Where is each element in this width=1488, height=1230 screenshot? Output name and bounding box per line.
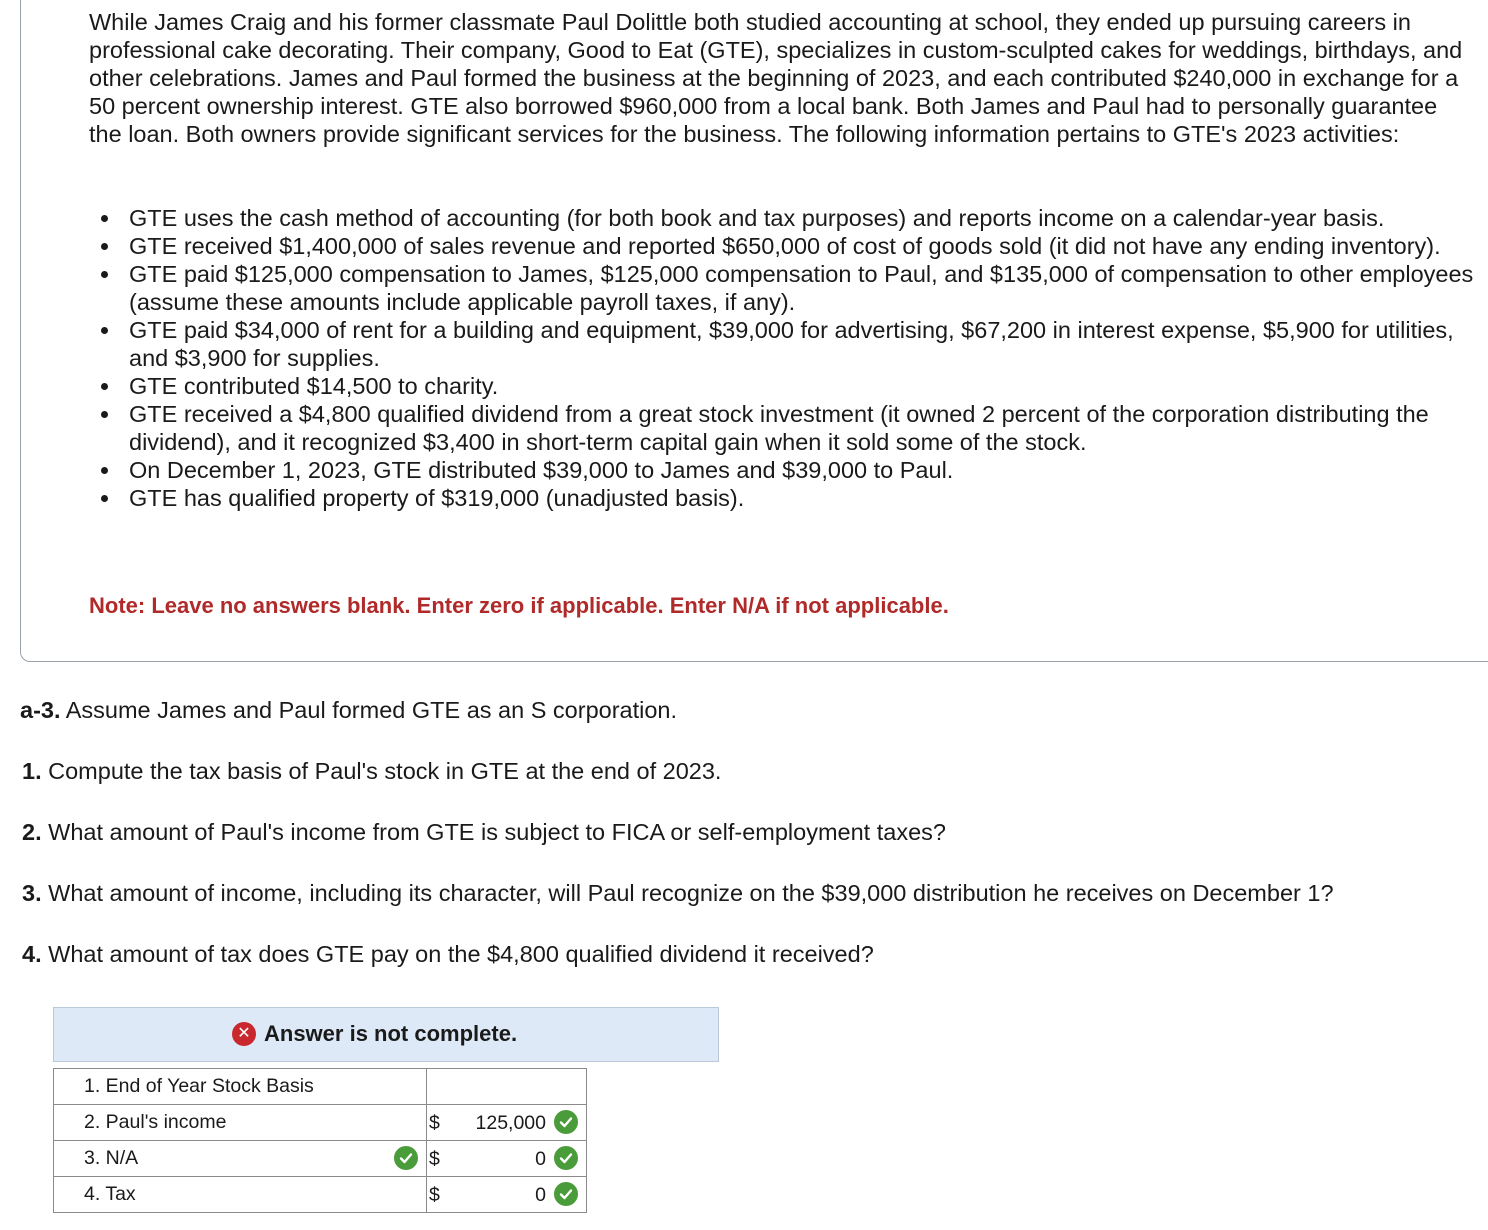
list-item: On December 1, 2023, GTE distributed $39,000 to James and $39,000 to Paul. — [129, 456, 1488, 484]
answer-value-cell[interactable] — [427, 1141, 587, 1177]
answer-label-cell[interactable] — [54, 1141, 427, 1177]
question-text: What amount of Paul's income from GTE is subject to FICA or self-employment taxes? — [41, 819, 946, 845]
answer-label-cell[interactable] — [54, 1105, 427, 1141]
answer-table — [53, 1068, 587, 1213]
answer-label-cell[interactable] — [54, 1177, 427, 1213]
currency-symbol: $ — [429, 1148, 440, 1170]
question-number: 3. — [22, 880, 42, 906]
instruction-note: Note: Leave no answers blank. Enter zero if applicable. Enter N/A if not applicable. — [89, 593, 949, 618]
list-item: GTE uses the cash method of accounting (for both book and tax purposes) and reports income on a calendar-year basis. — [129, 204, 1488, 232]
list-item: GTE received $1,400,000 of sales revenue and reported $650,000 of cost of goods sold (it did not have any ending inventory). — [129, 232, 1488, 260]
answer-value: 0 — [535, 1184, 546, 1206]
question-text: What amount of income, including its character, will Paul recognize on the $39,000 distribution he receives on December 1? — [41, 880, 1334, 906]
table-row — [54, 1177, 587, 1213]
part-label: a-3. — [20, 697, 61, 723]
correct-check-icon — [554, 1182, 578, 1206]
part-heading — [20, 697, 677, 724]
question-number: 4. — [22, 941, 42, 967]
answer-value-cell[interactable] — [427, 1069, 587, 1105]
incorrect-x-icon: ✕ — [232, 1022, 256, 1046]
question-3 — [22, 880, 1334, 907]
answer-value: 125,000 — [475, 1112, 546, 1134]
problem-intro: While James Craig and his former classmate Paul Dolittle both studied accounting at school, they ended up pursuing careers in professional cake decorating. Their company, Good to Eat (GTE), specializes in custom-sculpted cakes for weddings, birthdays, and other celebrations. James and Paul formed the business at the beginning of 2023, and each contributed $240,000 in exchange for a 50 percent ownership interest. GTE also borrowed $960,000 from a local bank. Both James and Paul had to personally guarantee the loan. Both owners provide significant services for the business. The following information pertains to GTE's 2023 activities: — [89, 9, 1463, 147]
correct-check-icon — [554, 1146, 578, 1170]
question-1 — [22, 758, 721, 785]
currency-symbol: $ — [429, 1112, 440, 1134]
correct-check-icon — [554, 1110, 578, 1134]
question-text: Compute the tax basis of Paul's stock in GTE at the end of 2023. — [41, 758, 722, 784]
currency-symbol: $ — [429, 1184, 440, 1206]
correct-check-icon — [394, 1146, 418, 1170]
answer-status-text: Answer is not complete. — [264, 1021, 518, 1046]
question-2 — [22, 819, 946, 846]
answer-status-banner — [53, 1007, 719, 1062]
list-item: GTE received a $4,800 qualified dividend from a great stock investment (it owned 2 percent of the corporation distributing the dividend), and it recognized $3,400 in short-term capital gain when it sold some of the stock. — [129, 400, 1488, 456]
question-number: 2. — [22, 819, 42, 845]
answer-label: 4. Tax — [84, 1183, 136, 1205]
list-item: GTE paid $34,000 of rent for a building and equipment, $39,000 for advertising, $67,200 in interest expense, $5,900 for utilities, and $3,900 for supplies. — [129, 316, 1488, 372]
facts-list — [88, 204, 1488, 512]
answer-value-cell[interactable] — [427, 1177, 587, 1213]
table-row — [54, 1105, 587, 1141]
answer-value: 0 — [535, 1148, 546, 1170]
part-text: Assume James and Paul formed GTE as an S corporation. — [60, 697, 678, 723]
question-number: 1. — [22, 758, 42, 784]
answer-label-cell[interactable] — [54, 1069, 427, 1105]
answer-label: 3. N/A — [84, 1147, 139, 1169]
answer-label: 1. End of Year Stock Basis — [84, 1075, 314, 1097]
list-item: GTE paid $125,000 compensation to James, $125,000 compensation to Paul, and $135,000 of compensation to other employees (assume these amounts include applicable payroll taxes, if any). — [129, 260, 1488, 316]
answer-label: 2. Paul's income — [84, 1111, 227, 1133]
answer-value-cell[interactable] — [427, 1105, 587, 1141]
list-item: GTE contributed $14,500 to charity. — [129, 372, 1488, 400]
question-4 — [22, 941, 874, 968]
question-text: What amount of tax does GTE pay on the $4,800 qualified dividend it received? — [41, 941, 874, 967]
table-row — [54, 1141, 587, 1177]
list-item: GTE has qualified property of $319,000 (unadjusted basis). — [129, 484, 1488, 512]
table-row — [54, 1069, 587, 1105]
